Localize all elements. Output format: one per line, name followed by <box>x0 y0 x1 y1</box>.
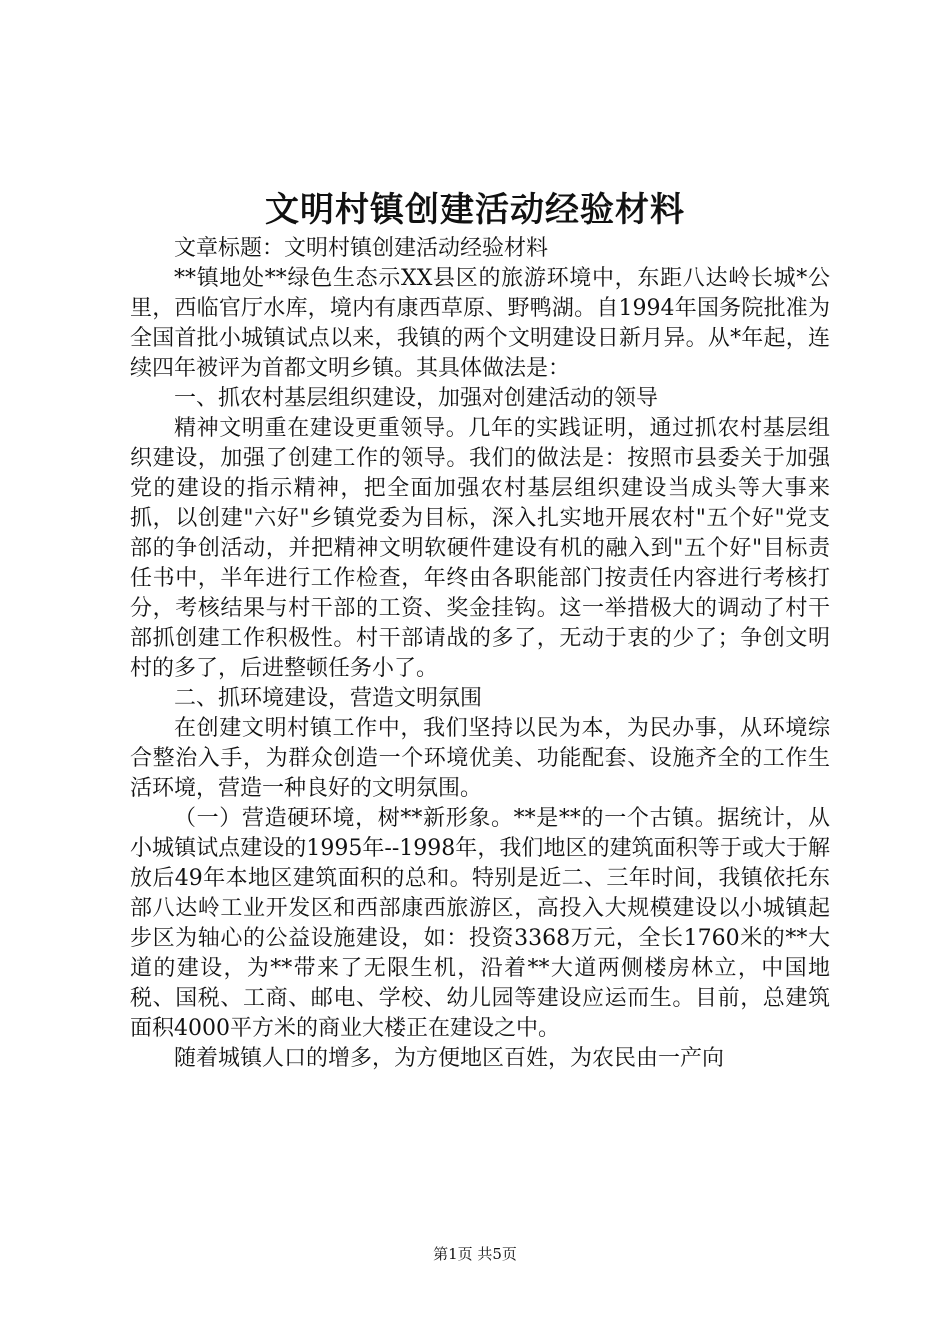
article-title-line: 文章标题：文明村镇创建活动经验材料 <box>174 236 549 261</box>
subsection-1-paragraph: （一）营造硬环境，树**新形象。**是**的一个古镇。据统计，从小城镇试点建设的1995年--1998年，我们地区的建筑面积等于或大于解放后49年本地区建筑面积的总和。特别是近二、三年时间，我镇依托东部八达岭工业开发区和西部康西旅游区，高投入大规模建设以小城镇起步区为轴心的公益设施建设，如：投资3368万元，全长1760米的**大道的建设，为**带来了无限生机，沿着**大道两侧楼房林立，中国地税、国税、工商、邮电、学校、幼儿园等建设应运而生。目前，总建筑面积4000平方米的商业大楼正在建设之中。 <box>130 806 830 1041</box>
continuation-paragraph: 随着城镇人口的增多，为方便地区百姓，为农民由一产向 <box>174 1046 725 1071</box>
section-heading-1: 一、抓农村基层组织建设，加强对创建活动的领导 <box>174 386 659 411</box>
section-heading-2: 二、抓环境建设，营造文明氛围 <box>174 686 483 711</box>
document-title: 文明村镇创建活动经验材料 <box>265 190 685 230</box>
document-body <box>130 234 830 1074</box>
section-2-paragraph: 在创建文明村镇工作中，我们坚持以民为本，为民办事，从环境综合整治入手，为群众创造一个环境优美、功能配套、设施齐全的工作生活环境，营造一种良好的文明氛围。 <box>130 716 830 801</box>
page-number-footer: 第1页 共5页 <box>433 1245 517 1263</box>
intro-paragraph: **镇地处**绿色生态示XX县区的旅游环境中，东距八达岭长城*公里，西临官厅水库，境内有康西草原、野鸭湖。自1994年国务院批准为全国首批小城镇试点以来，我镇的两个文明建设日新月异。从*年起，连续四年被评为首都文明乡镇。其具体做法是： <box>130 266 830 381</box>
section-1-paragraph: 精神文明重在建设更重领导。几年的实践证明，通过抓农村基层组织建设，加强了创建工作的领导。我们的做法是：按照市县委关于加强党的建设的指示精神，把全面加强农村基层组织建设当成头等大事来抓，以创建"六好"乡镇党委为目标，深入扎实地开展农村"五个好"党支部的争创活动，并把精神文明软硬件建设有机的融入到"五个好"目标责任书中，半年进行工作检查，年终由各职能部门按责任内容进行考核打分，考核结果与村干部的工资、奖金挂钩。这一举措极大的调动了村干部抓创建工作积极性。村干部请战的多了，无动于衷的少了；争创文明村的多了，后进整顿任务小了。 <box>130 416 830 681</box>
